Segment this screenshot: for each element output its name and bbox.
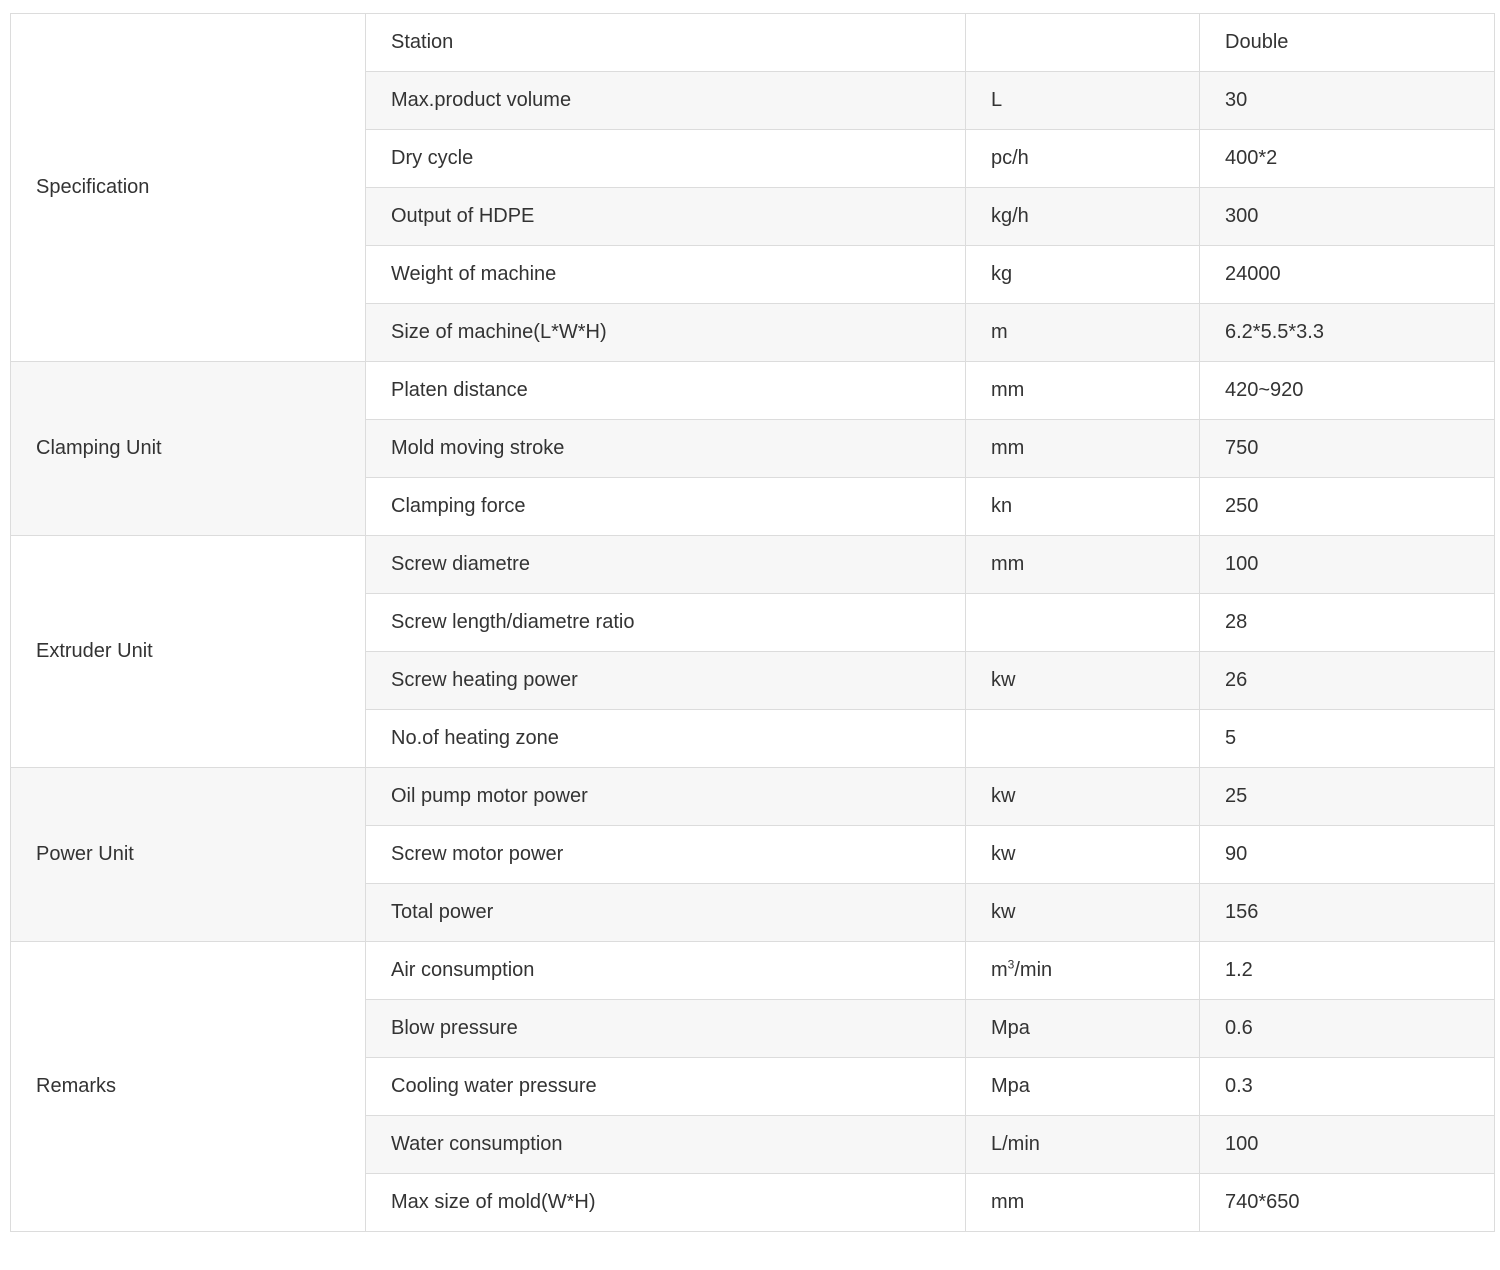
value-cell: 156: [1200, 884, 1495, 942]
value-cell: 750: [1200, 420, 1495, 478]
parameter-cell: Mold moving stroke: [366, 420, 966, 478]
value-cell: 250: [1200, 478, 1495, 536]
group-label: Specification: [11, 14, 366, 362]
value-cell: 400*2: [1200, 130, 1495, 188]
parameter-cell: Screw length/diametre ratio: [366, 594, 966, 652]
value-cell: 1.2: [1200, 942, 1495, 1000]
unit-cell: m: [966, 304, 1200, 362]
parameter-cell: Screw heating power: [366, 652, 966, 710]
parameter-cell: Air consumption: [366, 942, 966, 1000]
parameter-cell: Screw diametre: [366, 536, 966, 594]
table-row: [11, 942, 1495, 1000]
unit-cell: kg/h: [966, 188, 1200, 246]
value-cell: 0.6: [1200, 1000, 1495, 1058]
unit-cell: kw: [966, 652, 1200, 710]
unit-cell: mm: [966, 420, 1200, 478]
unit-cell: kn: [966, 478, 1200, 536]
parameter-cell: Oil pump motor power: [366, 768, 966, 826]
value-cell: 30: [1200, 72, 1495, 130]
parameter-cell: Weight of machine: [366, 246, 966, 304]
value-cell: 0.3: [1200, 1058, 1495, 1116]
unit-cell: kw: [966, 768, 1200, 826]
parameter-cell: Max size of mold(W*H): [366, 1174, 966, 1232]
unit-cell: [966, 710, 1200, 768]
parameter-cell: No.of heating zone: [366, 710, 966, 768]
unit-cell: kg: [966, 246, 1200, 304]
unit-cell: mm: [966, 362, 1200, 420]
value-cell: 28: [1200, 594, 1495, 652]
group-label: Power Unit: [11, 768, 366, 942]
table-row: [11, 362, 1495, 420]
parameter-cell: Blow pressure: [366, 1000, 966, 1058]
unit-cell: kw: [966, 826, 1200, 884]
parameter-cell: Screw motor power: [366, 826, 966, 884]
value-cell: 90: [1200, 826, 1495, 884]
group-label: Remarks: [11, 942, 366, 1232]
unit-cell: [966, 594, 1200, 652]
parameter-cell: Cooling water pressure: [366, 1058, 966, 1116]
unit-cell: mm: [966, 1174, 1200, 1232]
value-cell: 5: [1200, 710, 1495, 768]
parameter-cell: Station: [366, 14, 966, 72]
parameter-cell: Size of machine(L*W*H): [366, 304, 966, 362]
unit-suffix: /min: [1014, 959, 1053, 981]
parameter-cell: Dry cycle: [366, 130, 966, 188]
unit-cell: Mpa: [966, 1000, 1200, 1058]
value-cell: 100: [1200, 536, 1495, 594]
table-row: [11, 536, 1495, 594]
parameter-cell: Platen distance: [366, 362, 966, 420]
group-label: Clamping Unit: [11, 362, 366, 536]
unit-cell: L/min: [966, 1116, 1200, 1174]
unit-cell: kw: [966, 884, 1200, 942]
parameter-cell: Output of HDPE: [366, 188, 966, 246]
value-cell: 25: [1200, 768, 1495, 826]
value-cell: 6.2*5.5*3.3: [1200, 304, 1495, 362]
value-cell: Double: [1200, 14, 1495, 72]
unit-superscript: 3: [1007, 957, 1015, 972]
value-cell: 740*650: [1200, 1174, 1495, 1232]
table-row: [11, 14, 1495, 72]
unit-cell: Mpa: [966, 1058, 1200, 1116]
value-cell: 26: [1200, 652, 1495, 710]
parameter-cell: Clamping force: [366, 478, 966, 536]
unit-cell: L: [966, 72, 1200, 130]
spec-table-body: [11, 14, 1495, 1232]
value-cell: 300: [1200, 188, 1495, 246]
unit-cell: [966, 14, 1200, 72]
unit-base: m: [991, 959, 1008, 981]
value-cell: 100: [1200, 1116, 1495, 1174]
parameter-cell: Total power: [366, 884, 966, 942]
value-cell: 24000: [1200, 246, 1495, 304]
unit-cell: pc/h: [966, 130, 1200, 188]
table-row: [11, 768, 1495, 826]
value-cell: 420~920: [1200, 362, 1495, 420]
parameter-cell: Water consumption: [366, 1116, 966, 1174]
unit-cell: [966, 942, 1200, 1000]
spec-table: [10, 13, 1495, 1232]
group-label: Extruder Unit: [11, 536, 366, 768]
unit-cell: mm: [966, 536, 1200, 594]
parameter-cell: Max.product volume: [366, 72, 966, 130]
